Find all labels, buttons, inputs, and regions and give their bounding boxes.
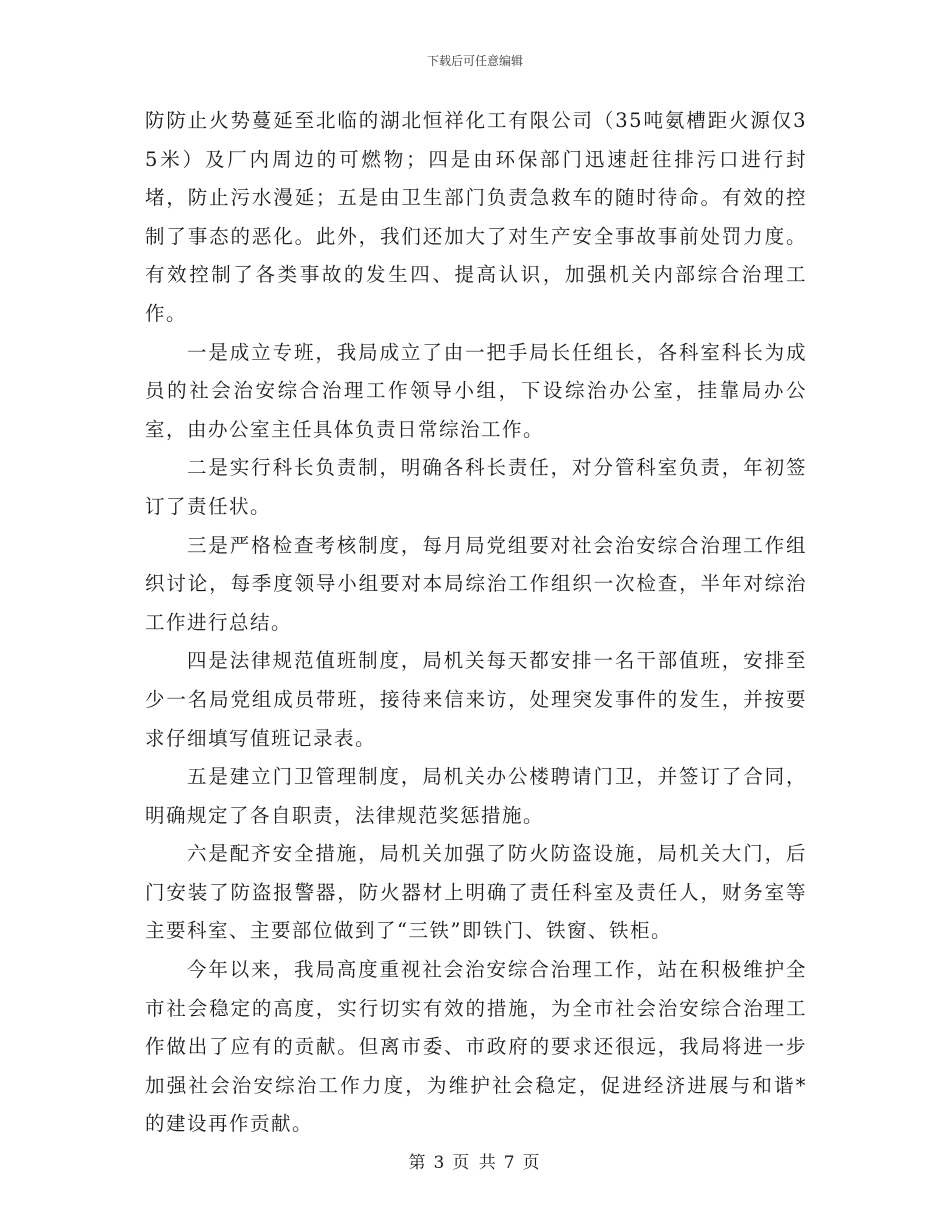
footer-middle: 页 共 xyxy=(452,1153,498,1173)
paragraph-continuation: 防防止火势蔓延至北临的湖北恒祥化工有限公司（35吨氨槽距火源仅35米）及厂内周边的可燃物；四是由环保部门迅速赶往排污口进行封堵，防止污水漫延；五是由卫生部门负责急救车的随时待命。有效的控制了事态的恶化。此外，我们还加大了对生产安全事故事前处罚力度。有效控制了各类事故的发生四、提高认识，加强机关内部综合治理工作。 xyxy=(145,109,807,325)
total-pages-number: 7 xyxy=(503,1153,517,1173)
paragraph-item-4: 四是法律规范值班制度，局机关每天都安排一名干部值班，安排至少一名局党组成员带班，接待来信来访，处理突发事件的发生，并按要求仔细填写值班记录表。 xyxy=(145,649,807,750)
paragraph-item-3: 三是严格检查考核制度，每月局党组要对社会治安综合治理工作组织讨论，每季度领导小组要对本局综治工作组织一次检查，半年对综治工作进行总结。 xyxy=(145,533,807,634)
paragraph-conclusion: 今年以来，我局高度重视社会治安综合治理工作，站在积极维护全市社会稳定的高度，实行切实有效的措施，为全市社会治安综合治理工作做出了应有的贡献。但离市委、市政府的要求还很远，我局将进一步加强社会治安综治工作力度，为维护社会稳定，促进经济进展与和谐*的建设再作贡献。 xyxy=(145,958,807,1136)
paragraph-item-2: 二是实行科长负责制，明确各科长责任，对分管科室负责，年初签订了责任状。 xyxy=(145,456,807,518)
paragraph-item-5: 五是建立门卫管理制度，局机关办公楼聘请门卫，并签订了合同，明确规定了各自职责，法律规范奖惩措施。 xyxy=(145,765,807,827)
footer-suffix: 页 xyxy=(522,1153,542,1173)
document-body xyxy=(145,102,807,1144)
current-page-number: 3 xyxy=(433,1153,447,1173)
paragraph-item-6: 六是配齐安全措施，局机关加强了防火防盗设施，局机关大门，后门安装了防盗报警器，防火器材上明确了责任科室及责任人，财务室等主要科室、主要部位做到了“三铁”即铁门、铁窗、铁柜。 xyxy=(145,842,807,943)
page-footer xyxy=(0,1152,950,1174)
footer-prefix: 第 xyxy=(408,1153,428,1173)
paragraph-item-1: 一是成立专班，我局成立了由一把手局长任组长，各科室科长为成员的社会治安综合治理工作领导小组，下设综治办公室，挂靠局办公室，由办公室主任具体负责日常综治工作。 xyxy=(145,340,807,441)
page-header: 下载后可任意编辑 xyxy=(426,54,523,68)
